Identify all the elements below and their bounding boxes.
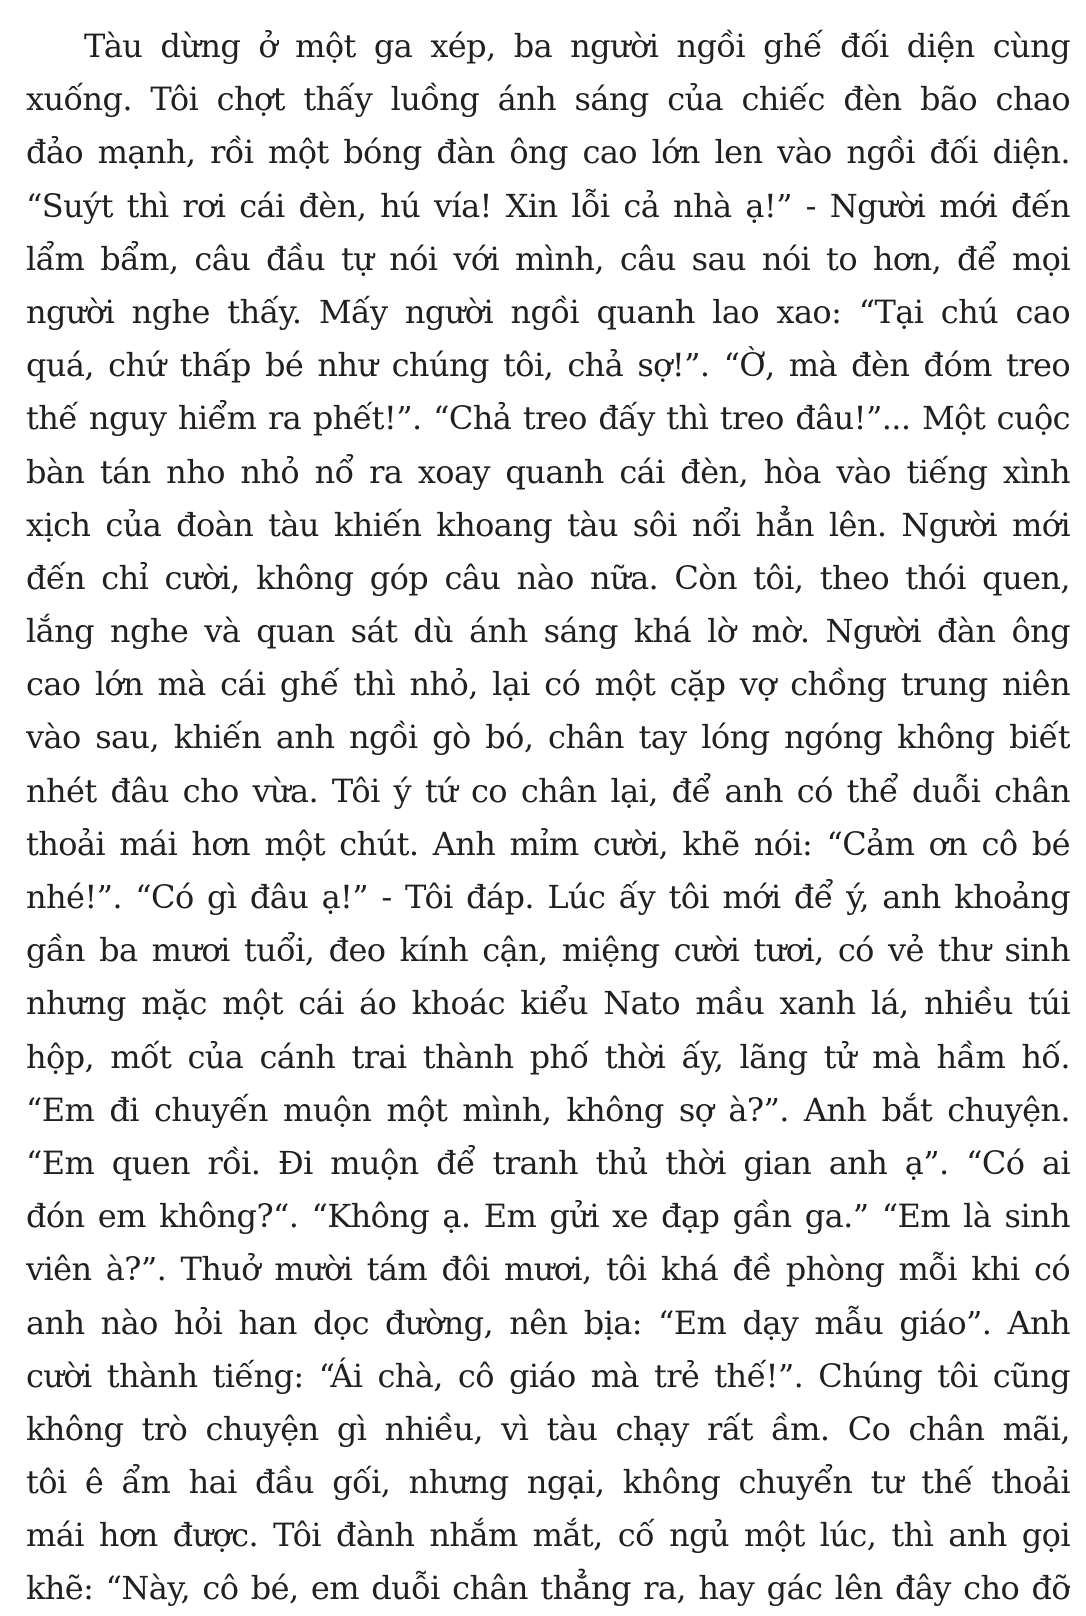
text-line: thoải mái hơn một chút. Anh mỉm cười, khẽ nói: “Cảm ơn cô bé bbox=[26, 824, 1070, 863]
text-line: “Suýt thì rơi cái đèn, hú vía! Xin lỗi cả nhà ạ!” - Người mới đến bbox=[26, 186, 1070, 225]
text-line: đón em không?“. “Không ạ. Em gửi xe đạp gần ga.” “Em là sinh bbox=[26, 1197, 1070, 1236]
text-line: gần ba mươi tuổi, đeo kính cận, miệng cười tươi, có vẻ thư sinh bbox=[26, 931, 1070, 970]
text-line: nhét đâu cho vừa. Tôi ý tứ co chân lại, để anh có thể duỗi chân bbox=[26, 771, 1070, 810]
text-line: hộp, mốt của cánh trai thành phố thời ấy, lãng tử mà hầm hố. bbox=[26, 1037, 1070, 1076]
text-line: “Em đi chuyến muộn một mình, không sợ à?”. Anh bắt chuyện. bbox=[26, 1090, 1070, 1129]
text-line: nhé!”. “Có gì đâu ạ!” - Tôi đáp. Lúc ấy tôi mới để ý, anh khoảng bbox=[26, 878, 1070, 916]
text-line: Tàu dừng ở một ga xép, ba người ngồi ghế đối diện cùng bbox=[84, 27, 1070, 65]
text-line: xuống. Tôi chợt thấy luồng ánh sáng của chiếc đèn bão chao bbox=[26, 80, 1070, 119]
text-line: cười thành tiếng: “Ái chà, cô giáo mà trẻ thế!”. Chúng tôi cũng bbox=[26, 1356, 1070, 1395]
text-line: tôi ê ẩm hai đầu gối, nhưng ngại, không chuyển tư thế thoải bbox=[26, 1463, 1070, 1502]
text-line: lắng nghe và quan sát dù ánh sáng khá lờ mờ. Người đàn ông bbox=[26, 612, 1070, 651]
text-line: “Em quen rồi. Đi muộn để tranh thủ thời gian anh ạ”. “Có ai bbox=[26, 1143, 1070, 1182]
text-line: mái hơn được. Tôi đành nhắm mắt, cố ngủ một lúc, thì anh gọi bbox=[26, 1516, 1070, 1555]
text-line: nhưng mặc một cái áo khoác kiểu Nato mầu xanh lá, nhiều túi bbox=[26, 984, 1070, 1023]
text-line: cao lớn mà cái ghế thì nhỏ, lại có một cặp vợ chồng trung niên bbox=[26, 665, 1070, 704]
text-line: đảo mạnh, rồi một bóng đàn ông cao lớn len vào ngồi đối diện. bbox=[26, 133, 1070, 172]
text-line: quá, chứ thấp bé như chúng tôi, chả sợ!”. “Ờ, mà đèn đóm treo bbox=[26, 346, 1070, 385]
text-line: lẩm bẩm, câu đầu tự nói với mình, câu sau nói to hơn, để mọi bbox=[26, 239, 1070, 278]
body-text bbox=[26, 20, 1070, 1616]
text-line: người nghe thấy. Mấy người ngồi quanh lao xao: “Tại chú cao bbox=[26, 292, 1070, 331]
text-line: khẽ: “Này, cô bé, em duỗi chân thẳng ra, hay gác lên đây cho đỡ bbox=[26, 1569, 1070, 1608]
text-line: viên à?”. Thuở mười tám đôi mươi, tôi khá đề phòng mỗi khi có bbox=[26, 1250, 1070, 1289]
text-line: không trò chuyện gì nhiều, vì tàu chạy rất ầm. Co chân mãi, bbox=[26, 1409, 1070, 1448]
text-line: thế nguy hiểm ra phết!”. “Chả treo đấy thì treo đâu!”... Một cuộc bbox=[26, 399, 1070, 438]
text-line: vào sau, khiến anh ngồi gò bó, chân tay lóng ngóng không biết bbox=[26, 718, 1070, 757]
text-line: xịch của đoàn tàu khiến khoang tàu sôi nổi hẳn lên. Người mới bbox=[26, 505, 1070, 544]
text-line: đến chỉ cười, không góp câu nào nữa. Còn tôi, theo thói quen, bbox=[26, 558, 1070, 597]
text-line: anh nào hỏi han dọc đường, nên bịa: “Em dạy mẫu giáo”. Anh bbox=[26, 1303, 1070, 1342]
text-line: bàn tán nho nhỏ nổ ra xoay quanh cái đèn, hòa vào tiếng xình bbox=[26, 452, 1070, 491]
